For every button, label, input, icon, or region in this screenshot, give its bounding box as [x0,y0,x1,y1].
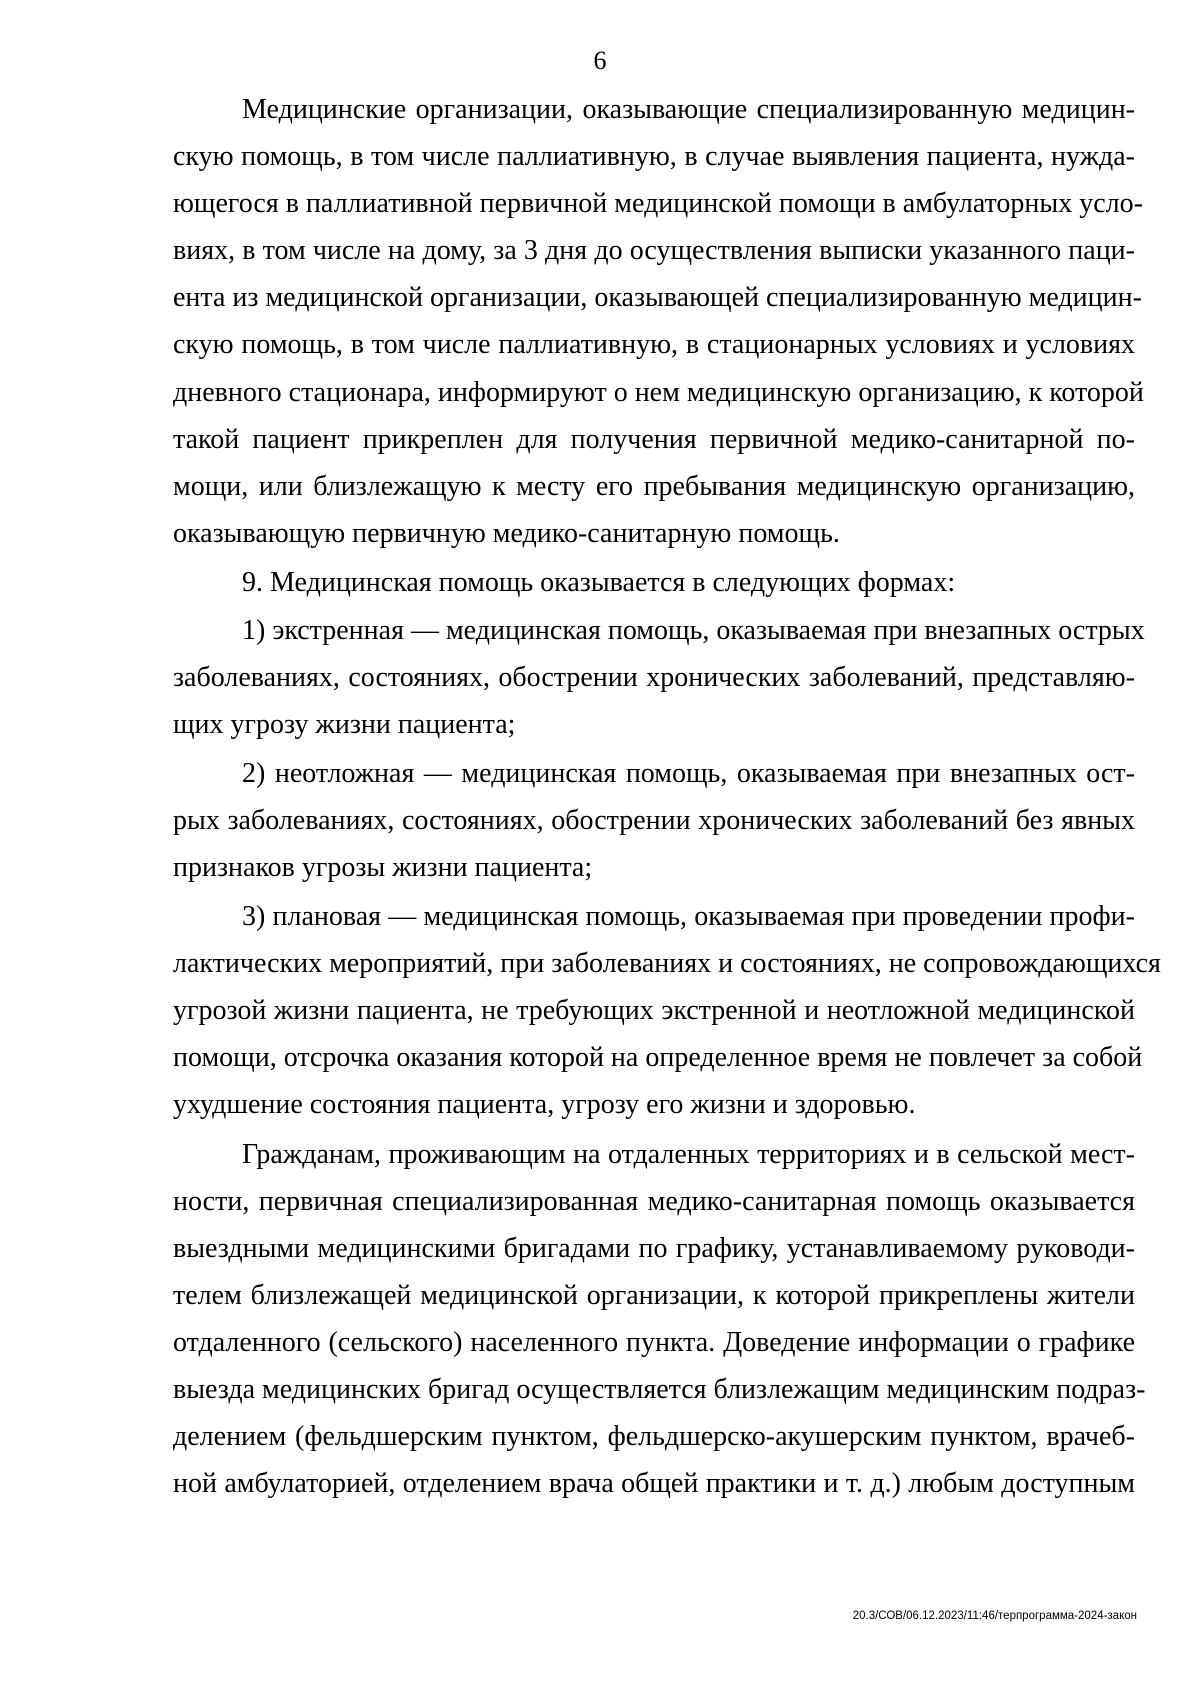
text-line: ной амбулаторией, отделением врача общей практики и т. д.) любым доступным [173,1468,1135,1499]
text-line: 3) плановая — медицинская помощь, оказываемая при проведении профи- [242,901,1135,932]
text-line: мощи, или близлежащую к месту его пребывания медицинскую организацию, [173,471,1135,502]
text-line: скую помощь, в том числе паллиативную, в случае выявления пациента, нужда- [173,141,1135,172]
section-heading: 9. Медицинская помощь оказывается в следующих формах: [242,567,956,598]
footer-stamp: 20.3/СОВ/06.12.2023/11:46/терпрограмма-2024-закон [852,1610,1137,1622]
text-line: делением (фельдшерским пунктом, фельдшерско-акушерским пунктом, врачеб- [173,1421,1135,1452]
text-line: ющегося в паллиативной первичной медицинской помощи в амбулаторных усло- [173,188,1143,219]
text-line: скую помощь, в том числе паллиативную, в стационарных условиях и условиях [173,329,1135,360]
text-line: ности, первичная специализированная медико-санитарная помощь оказывается [173,1186,1135,1217]
text-line: виях, в том числе на дому, за 3 дня до осуществления выписки указанного паци- [173,235,1135,266]
text-line: выезда медицинских бригад осуществляется близлежащим медицинским подраз- [173,1374,1146,1405]
text-line: угрозой жизни пациента, не требующих экстренной и неотложной медицинской [173,995,1135,1026]
text-line: ухудшение состояния пациента, угрозу его жизни и здоровью. [173,1089,916,1120]
text-line: Гражданам, проживающим на отдаленных территориях и в сельской мест- [242,1139,1135,1170]
text-line: оказывающую первичную медико-санитарную помощь. [173,518,840,549]
text-line: лактических мероприятий, при заболеваниях и состояниях, не сопровождающихся [173,948,1161,979]
text-line: такой пациент прикреплен для получения первичной медико-санитарной по- [173,424,1135,455]
text-line: дневного стационара, информируют о нем медицинскую организацию, к которой [173,377,1144,408]
text-line: рых заболеваниях, состояниях, обострении хронических заболеваний без явных [173,805,1135,836]
text-line: выездными медицинскими бригадами по графику, устанавливаемому руководи- [173,1233,1135,1264]
text-line: 1) экстренная — медицинская помощь, оказываемая при внезапных острых [242,615,1145,646]
text-line: 2) неотложная — медицинская помощь, оказываемая при внезапных ост- [242,758,1135,789]
text-line: ента из медицинской организации, оказывающей специализированную медицин- [173,282,1142,313]
text-line: признаков угрозы жизни пациента; [173,852,593,883]
text-line: отдаленного (сельского) населенного пункта. Доведение информации о графике [173,1327,1135,1358]
text-line: помощи, отсрочка оказания которой на определенное время не повлечет за собой [173,1042,1143,1073]
text-line: щих угрозу жизни пациента; [173,709,516,740]
page-number: 6 [593,46,607,75]
text-line: Медицинские организации, оказывающие специализированную медицин- [242,94,1135,125]
text-line: заболеваниях, состояниях, обострении хронических заболеваний, представляю- [173,662,1135,693]
text-line: телем близлежащей медицинской организации, к которой прикреплены жители [173,1280,1135,1311]
